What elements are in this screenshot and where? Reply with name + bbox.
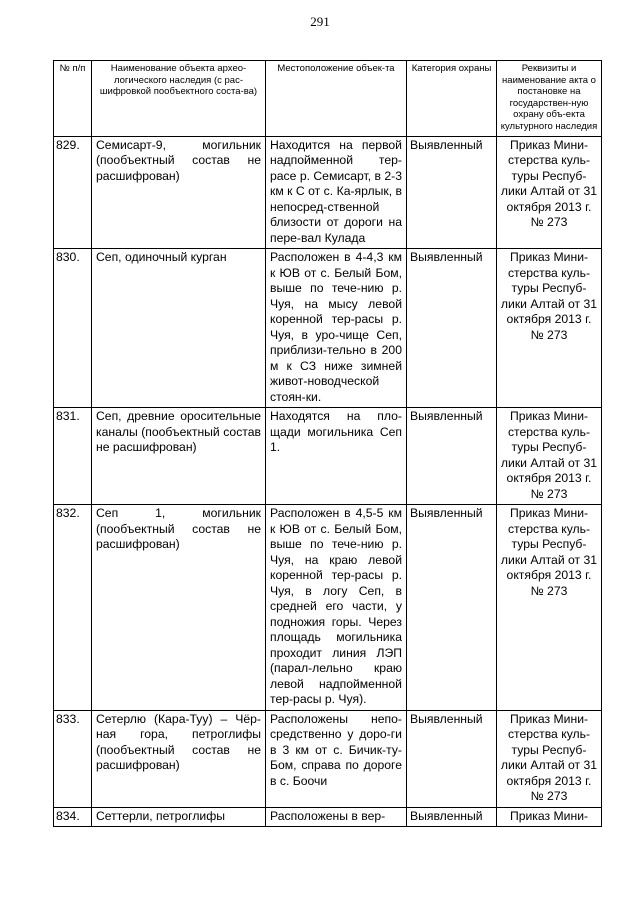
cell-name [92, 807, 266, 826]
cell-num [54, 807, 92, 826]
cell-category-text: Выявленный [410, 808, 483, 823]
cell-name: Сетерлю (Кара-Туу) – Чёр-ная гора, петроглифы (пообъектный состав не расшифрован) [92, 710, 266, 807]
header-num: № п/п [54, 61, 92, 137]
header-category: Категория охраны [407, 61, 497, 137]
cell-requisites: Приказ Мини-стерства куль-туры Респуб-лики Алтай от 31 октября 2013 г. № 273 [497, 408, 602, 505]
cell-category [407, 807, 497, 826]
cell-requisites: Приказ Мини-стерства куль-туры Респуб-лики Алтай от 31 октября 2013 г. № 273 [497, 710, 602, 807]
cell-location: Расположены непо-средственно у доро-ги в 3 км от с. Бичик-ту-Бом, справа по дороге в с. Боочи [266, 710, 407, 807]
cell-name: Сеп, одиночный курган [92, 249, 266, 408]
header-requisites: Реквизиты и наименование акта о постановке на государствен-ную охрану объ-екта культурного наследия [497, 61, 602, 137]
cell-num-text: 834. [56, 808, 80, 823]
cell-location: Находятся на пло-щади могильника Сеп 1. [266, 408, 407, 505]
cell-requisites [497, 807, 602, 826]
page-number: 291 [310, 14, 330, 29]
header-name: Наименование объекта архео-логического наследия (с рас-шифровкой пообъектного соста-ва) [92, 61, 266, 137]
heritage-registry-table [53, 60, 602, 827]
cell-location: Находится на первой надпойменной тер-расе р. Семисарт, в 2-3 км к С от с. Ка-ярлык, в непосред-ственной близости от дороги на пере-вал Кулада [266, 136, 407, 249]
cell-name: Сеп 1, могильник (пообъектный состав не расшифрован) [92, 505, 266, 711]
cell-category: Выявленный [407, 505, 497, 711]
cell-num: 831. [54, 408, 92, 505]
cell-location: Расположен в 4-4,3 км к ЮВ от с. Белый Бом, выше по тече-нию р. Чуя, на мысу левой коренной тер-расы р. Чуя, в уро-чище Сеп, приблизи-тельно в 200 м к СЗ ниже зимней живот-новодческой стоян-ки. [266, 249, 407, 408]
cell-num: 829. [54, 136, 92, 249]
table-row [54, 408, 602, 505]
table-row [54, 807, 602, 826]
header-location: Местоположение объек-та [266, 61, 407, 137]
cell-num: 833. [54, 710, 92, 807]
cell-category: Выявленный [407, 710, 497, 807]
cell-name: Сеп, древние оросительные каналы (пообъектный состав не расшифрован) [92, 408, 266, 505]
cell-location-text: Расположены в вер- [270, 808, 386, 823]
cell-category: Выявленный [407, 249, 497, 408]
cell-requisites-text: Приказ Мини- [509, 808, 589, 823]
cell-category: Выявленный [407, 408, 497, 505]
cell-name-text: Сеттерли, петроглифы [96, 808, 226, 823]
cell-location [266, 807, 407, 826]
cell-requisites: Приказ Мини-стерства куль-туры Респуб-лики Алтай от 31 октября 2013 г. № 273 [497, 249, 602, 408]
table-row [54, 249, 602, 408]
table-header-row [54, 61, 602, 137]
table-row [54, 136, 602, 249]
cell-category: Выявленный [407, 136, 497, 249]
table-row [54, 710, 602, 807]
cell-requisites: Приказ Мини-стерства куль-туры Респуб-лики Алтай от 31 октября 2013 г. № 273 [497, 136, 602, 249]
cell-num: 832. [54, 505, 92, 711]
cell-num: 830. [54, 249, 92, 408]
table-row [54, 505, 602, 711]
cell-name: Семисарт-9, могильник (пообъектный состав не расшифрован) [92, 136, 266, 249]
cell-requisites: Приказ Мини-стерства куль-туры Респуб-лики Алтай от 31 октября 2013 г. № 273 [497, 505, 602, 711]
cell-location: Расположен в 4,5-5 км к ЮВ от с. Белый Бом, выше по тече-нию р. Чуя, на краю левой коренной тер-расы р. Чуя, в логу Сеп, в средней его части, у подножия горы. Через площадь могильника проходит линия ЛЭП (парал-лельно краю левой надпойменной тер-расы р. Чуя). [266, 505, 407, 711]
